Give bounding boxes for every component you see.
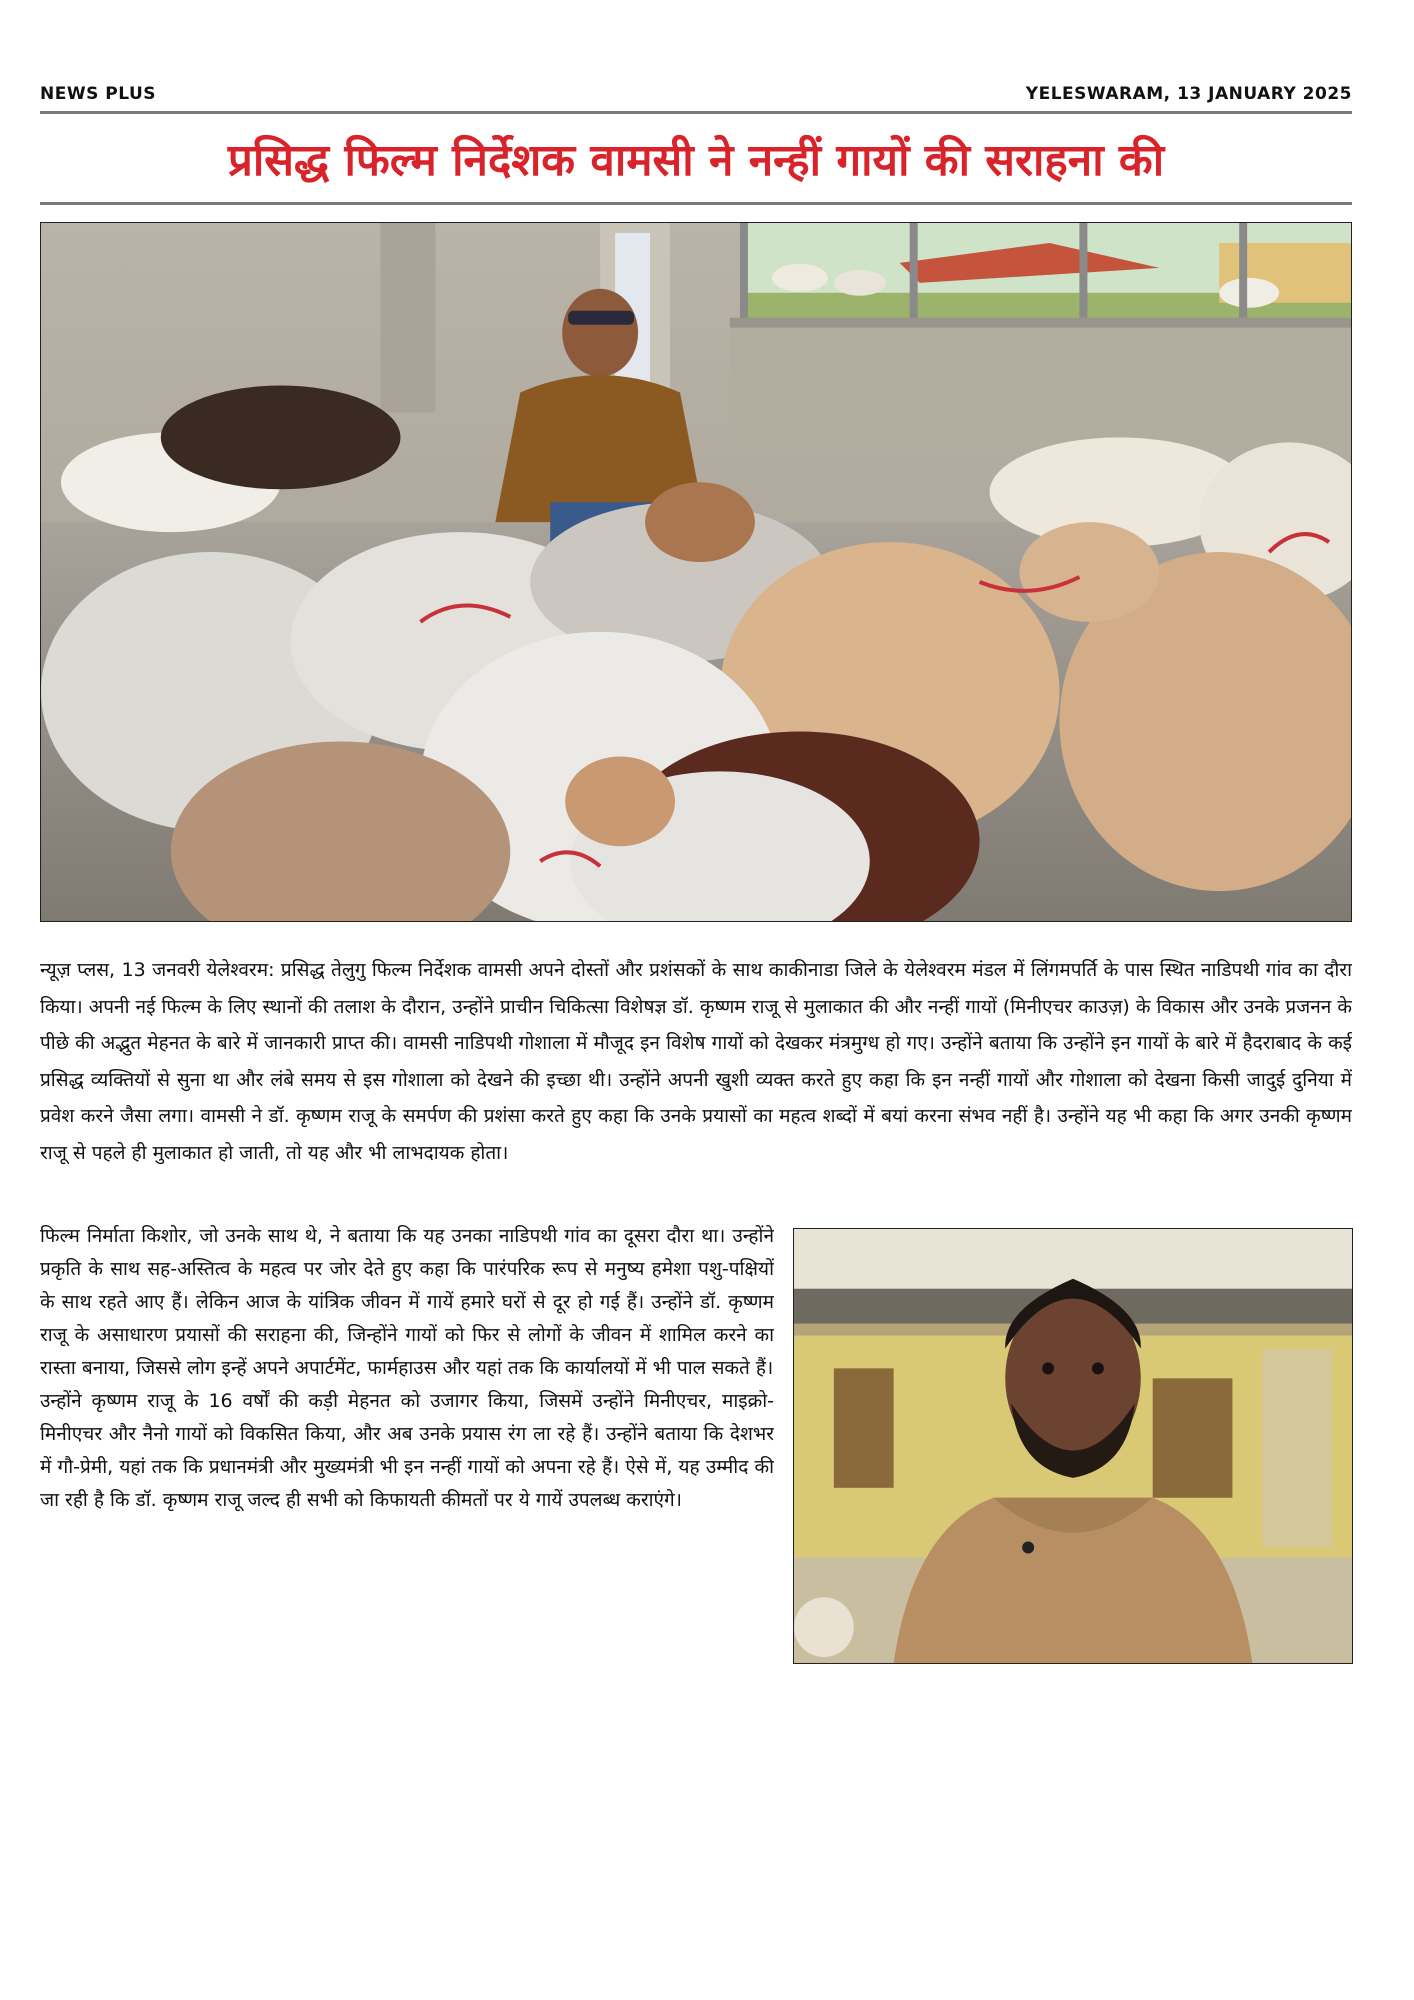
side-photo [793,1228,1353,1664]
publication-name: NEWS PLUS [40,84,156,104]
article-column [40,1220,774,1670]
dateline: YELESWARAM, 13 JANUARY 2025 [1025,84,1352,104]
portrait-photo [794,1229,1352,1663]
headline: प्रसिद्ध फिल्म निर्देशक वामसी ने नन्हीं गायों की सराहना की [227,135,1165,186]
article-paragraph-1: न्यूज़ प्लस, 13 जनवरी येलेश्वरम: प्रसिद्ध तेलुगु फिल्म निर्देशक वामसी अपने दोस्तों और प्रशंसकों के साथ काकीनाडा जिले के येलेश्वरम मंडल में लिंगमपर्ति के पास स्थित नाडिपथी गांव का दौरा किया। अपनी नई फिल्म के लिए स्थानों की तलाश के दौरान, उन्होंने प्राचीन चिकित्सा विशेषज्ञ डॉ. कृष्णम राजू से मुलाकात की और नन्हीं गायों (मिनीएचर काउज़) के विकास और उनके प्रजनन के पीछे की अद्भुत मेहनत के बारे में जानकारी प्राप्त की। वामसी नाडिपथी गोशाला में मौजूद इन विशेष गायों को देखकर मंत्रमुग्ध हो गए। उन्होंने बताया कि उन्होंने इन गायों के बारे में हैदराबाद के कई प्रसिद्ध व्यक्तियों से सुना था और लंबे समय से इस गोशाला को देखने की इच्छा थी। उन्होंने अपनी खुशी व्यक्त करते हुए कहा कि इन नन्हीं गायों और गोशाला को देखना किसी जादुई दुनिया में प्रवेश करने जैसा लगा। वामसी ने डॉ. कृष्णम राजू के समर्पण की प्रशंसा करते हुए कहा कि उनके प्रयासों का महत्व शब्दों में बयां करना संभव नहीं है। उन्होंने यह भी कहा कि अगर उनकी कृष्णम राजू से पहले ही मुलाकात हो जाती, तो यह और भी लाभदायक होता। [40,959,1352,1164]
top-divider [40,111,1352,114]
article-paragraph-3: उन्होंने कृष्णम राजू के 16 वर्षों की कड़ी मेहनत को उजागर किया, जिसमें उन्होंने मिनीएचर, माइक्रो-मिनीएचर और नैनो गायों को विकसित किया, और अब उनके प्रयास रंग ला रहे हैं। उन्होंने बताया कि देशभर में गौ-प्रेमी, यहां तक कि प्रधानमंत्री और मुख्यमंत्री भी इन नन्हीं गायों को अपना रहे हैं। ऐसे में, यह उम्मीद की जा रही है कि डॉ. कृष्णम राजू जल्द ही सभी को किफायती कीमतों पर ये गायें उपलब्ध कराएंगे। [40,1390,774,1511]
headline-divider [40,202,1352,205]
main-photo [40,222,1352,922]
article-paragraph-2: फिल्म निर्माता किशोर, जो उनके साथ थे, ने बताया कि यह उनका नाडिपथी गांव का दूसरा दौरा था। उन्होंने प्रकृति के साथ सह-अस्तित्व के महत्व पर जोर देते हुए कहा कि पारंपरिक रूप से मनुष्य हमेशा पशु-पक्षियों के साथ रहते आए हैं। लेकिन आज के यांत्रिक जीवन में गायें हमारे घरों से दूर हो गई हैं। उन्होंने डॉ. कृष्णम राजू के असाधारण प्रयासों की सराहना की, जिन्होंने गायों को फिर से लोगों के जीवन में शामिल करने का रास्ता बनाया, जिससे लोग इन्हें अपने अपार्टमेंट, फार्महाउस और यहां तक कि कार्यालयों में भी पाल सकते हैं। [40,1225,774,1379]
man-with-calves-photo [41,223,1351,921]
masthead [40,82,1352,106]
